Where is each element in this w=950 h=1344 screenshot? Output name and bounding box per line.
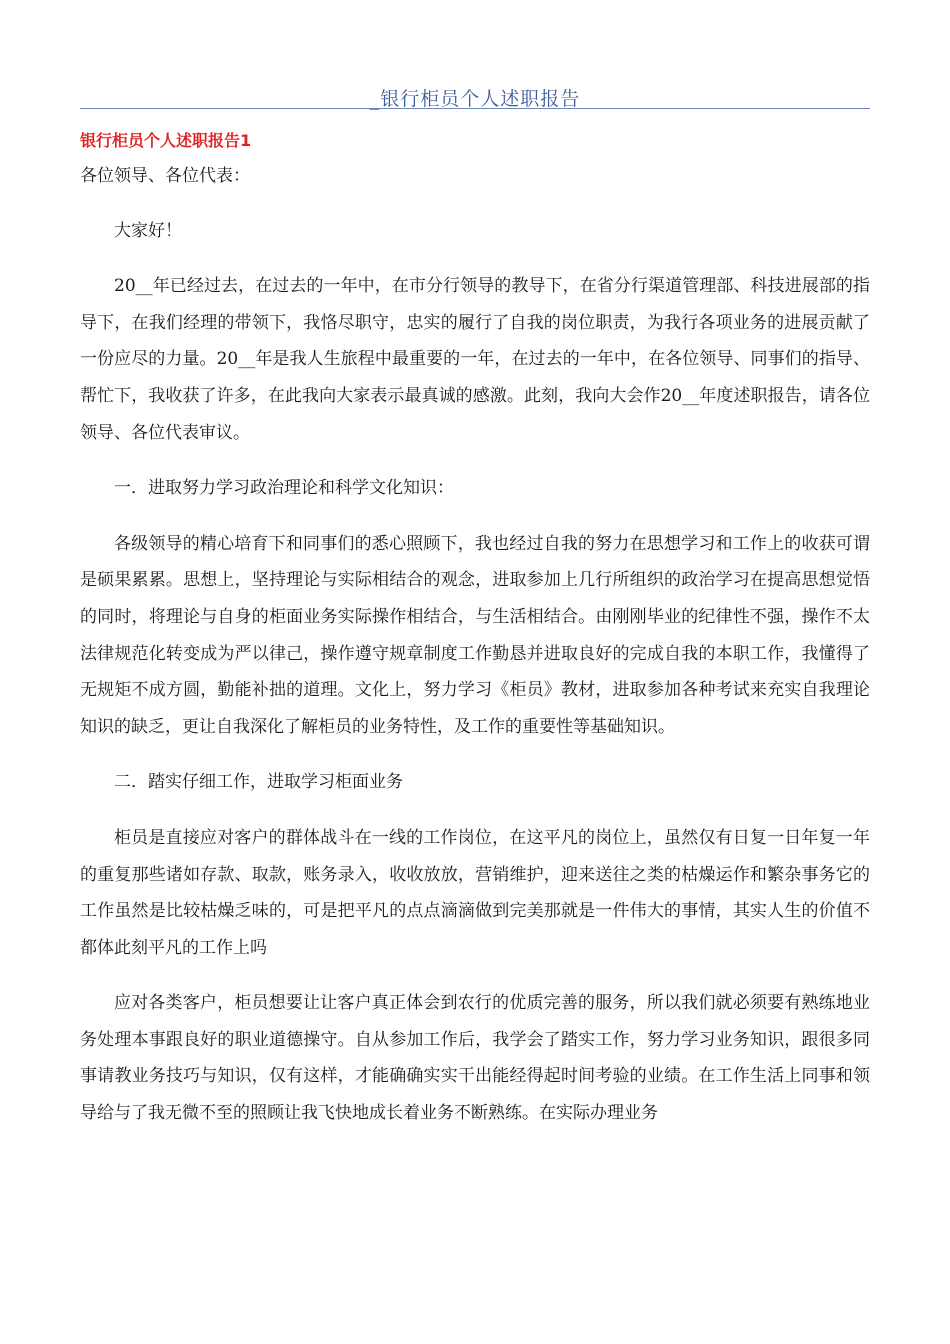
paragraph-intro: 20__年已经过去，在过去的一年中，在市分行领导的教导下，在省分行渠道管理部、科技进展部的指导下，在我们经理的带领下，我恪尽职守，忠实的履行了自我的岗位职责，为我行各项业务的进展贡献了一份应尽的力量。20__年是我人生旅程中最重要的一年，在过去的一年中，在各位领导、同事们的指导、帮忙下，我收获了许多，在此我向大家表示最真诚的感激。此刻，我向大会作20__年度述职报告，请各位领导、各位代表审议。 [80,276,870,443]
salutation: 各位领导、各位代表： [80,166,250,186]
paragraph-customers: 应对各类客户，柜员想要让让客户真正体会到农行的优质完善的服务，所以我们就必须要有熟练地业务处理本事跟良好的职业道德操守。自从参加工作后，我学会了踏实工作，努力学习业务知识，跟很多同事请教业务技巧与知识，仅有这样，才能确确实实干出能经得起时间考验的业绩。在工作生活上同事和领导给与了我无微不至的照顾让我飞快地成长着业务不断熟练。在实际办理业务 [80,993,870,1124]
paragraph-teller-role: 柜员是直接应对客户的群体战斗在一线的工作岗位，在这平凡的岗位上，虽然仅有日复一日年复一年的重复那些诸如存款、取款，账务录入，收收放放，营销维护，迎来送往之类的枯燥运作和繁杂事务它的工作虽然是比较枯燥乏味的，可是把平凡的点点滴滴做到完美那就是一件伟大的事情，其实人生的价值不都体此刻平凡的工作上吗 [80,827,870,958]
section-heading-2: 二．踏实仔细工作，进取学习柜面业务 [114,772,403,793]
document-body [80,128,870,1151]
document-heading: 银行柜员个人述职报告1 [80,131,252,150]
page-header-title: _银行柜员个人述职报告 [369,88,581,110]
header-divider [80,108,870,109]
paragraph-study: 各级领导的精心培育下和同事们的悉心照顾下，我也经过自我的努力在思想学习和工作上的收获可谓是硕果累累。思想上，坚持理论与实际相结合的观念，进取参加上几行所组织的政治学习在提高思想觉悟的同时，将理论与自身的柜面业务实际操作相结合，与生活相结合。由刚刚毕业的纪律性不强，操作不太法律规范化转变成为严以律己，操作遵守规章制度工作勤恳并进取良好的完成自我的本职工作，我懂得了无规矩不成方圆，勤能补拙的道理。文化上，努力学习《柜员》教材，进取参加各种考试来充实自我理论知识的缺乏，更让自我深化了解柜员的业务特性，及工作的重要性等基础知识。 [80,533,870,737]
greeting: 大家好！ [114,220,182,241]
section-heading-1: 一．进取努力学习政治理论和科学文化知识： [114,478,454,499]
